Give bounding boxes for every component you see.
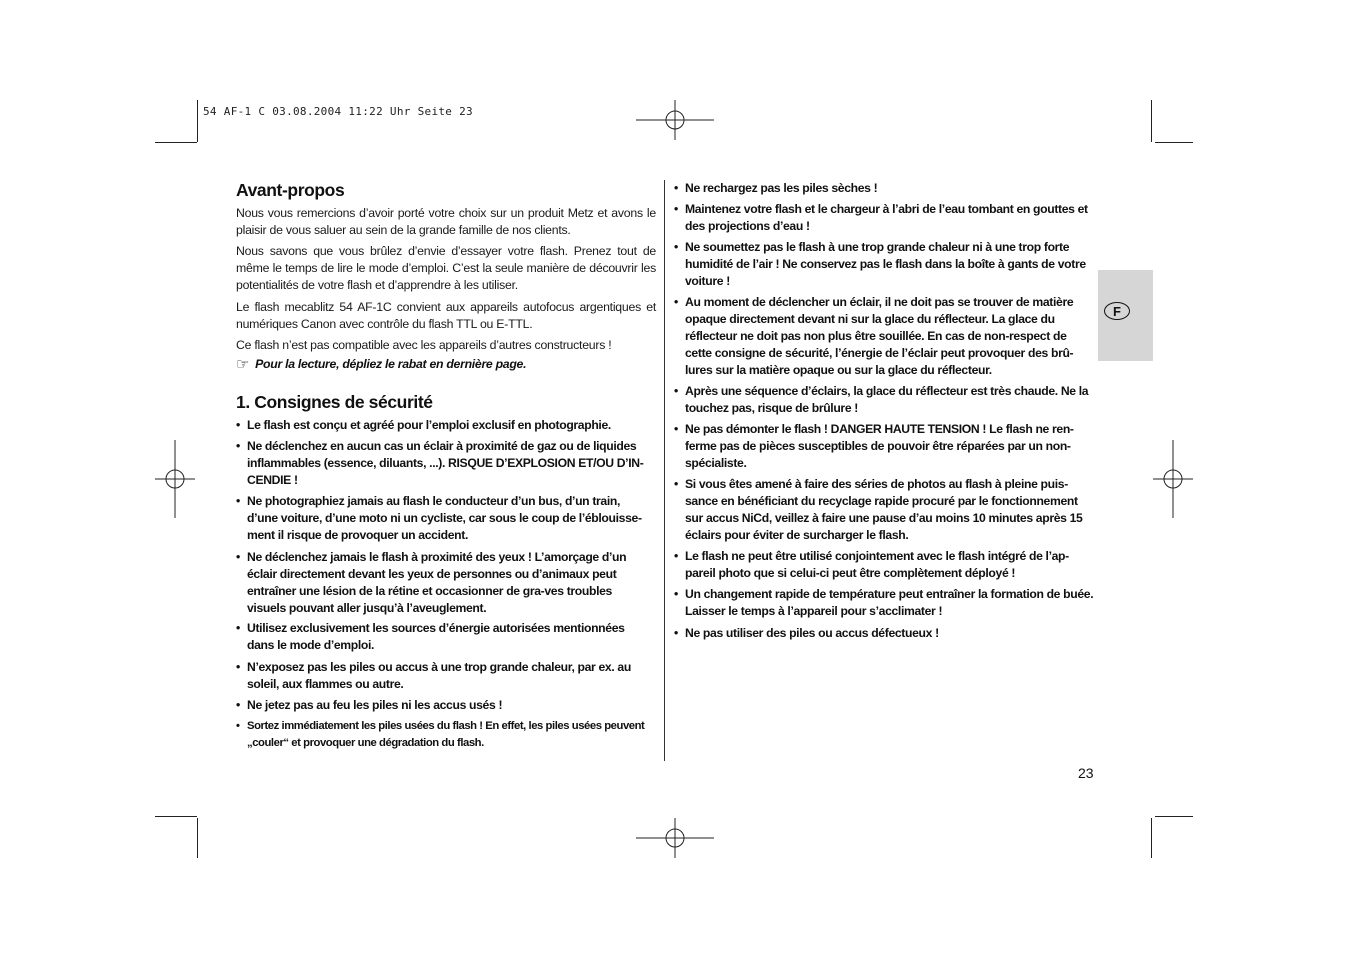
registration-mark-icon bbox=[636, 100, 714, 140]
intro-paragraph: Nous vous remercions d’avoir porté votre choix sur un produit Metz et avons le plaisir de vous saluer au sein de la grande famille de nos clients. bbox=[236, 206, 656, 237]
crop-mark bbox=[1151, 100, 1152, 142]
list-item: • Le flash ne peut être utilisé conjointement avec le flash intégré de l’ap-pareil photo que si celui-ci peut être complètement déployé ! bbox=[674, 548, 1096, 582]
reading-note bbox=[236, 356, 656, 373]
crop-mark bbox=[155, 142, 197, 143]
registration-mark-icon bbox=[155, 440, 195, 518]
crop-mark bbox=[1155, 142, 1193, 143]
list-item: • Ne photographiez jamais au flash le conducteur d’un bus, d’un train, d’une voiture, d’une moto ni un cycliste, car sous le coup de l’éblouisse-ment il risque de provoquer un accident. bbox=[236, 493, 652, 544]
print-header: 54 AF-1 C 03.08.2004 11:22 Uhr Seite 23 bbox=[203, 105, 473, 118]
language-tab-letter: F bbox=[1104, 302, 1130, 320]
safety-list-left bbox=[236, 417, 652, 757]
crop-mark bbox=[197, 818, 198, 858]
list-item: • Sortez immédiatement les piles usées du flash ! En effet, les piles usées peuvent „couler“ et provoquer une dégradation du flash. bbox=[236, 718, 652, 752]
safety-list-right bbox=[674, 180, 1096, 650]
list-item: • Utilisez exclusivement les sources d’énergie autorisées mentionnées dans le mode d’emploi. bbox=[236, 620, 652, 654]
registration-mark-icon bbox=[636, 818, 714, 858]
registration-mark-icon bbox=[1153, 440, 1193, 518]
crop-mark bbox=[155, 816, 197, 817]
crop-mark bbox=[1151, 818, 1152, 858]
list-item: • Ne déclenchez jamais le flash à proximité des yeux ! L’amorçage d’un éclair directement devant les yeux de personnes ou d’animaux peut entraîner une lésion de la rétine et occasionner de gra-ves troubles visuels pouvant aller jusqu’à l’aveuglement. bbox=[236, 549, 652, 617]
list-item: • Le flash est conçu et agréé pour l’emploi exclusif en photographie. bbox=[236, 417, 652, 434]
list-item: • Si vous êtes amené à faire des séries de photos au flash à pleine puis-sance en bénéficiant du recyclage rapide procuré par le fonctionnement sur accus NiCd, veillez à faire une pause d’au moins 10 minutes après 15 éclairs pour éviter de surcharger le flash. bbox=[674, 476, 1096, 544]
crop-mark bbox=[1155, 816, 1193, 817]
list-item: • N’exposez pas les piles ou accus à une trop grande chaleur, par ex. au soleil, aux flammes ou autre. bbox=[236, 659, 652, 693]
reading-note-text: Pour la lecture, dépliez le rabat en dernière page. bbox=[255, 357, 527, 371]
section-title-safety: 1. Consignes de sécurité bbox=[236, 392, 433, 412]
pointing-hand-icon: ☞ bbox=[236, 355, 250, 373]
list-item: • Après une séquence d’éclairs, la glace du réflecteur est très chaude. Ne la touchez pas, risque de brûlure ! bbox=[674, 383, 1096, 417]
list-item: • Ne jetez pas au feu les piles ni les accus usés ! bbox=[236, 697, 652, 714]
safety-section-header bbox=[236, 392, 656, 413]
column-divider bbox=[664, 180, 665, 761]
intro-paragraph: Nous savons que vous brûlez d’envie d’essayer votre flash. Prenez tout de même le temps de lire le mode d’emploi. C’est la seule manière de découvrir les potentialités de votre flash et d’apprendre à les utiliser. bbox=[236, 244, 656, 292]
intro-paragraph: Le flash mecablitz 54 AF-1C convient aux appareils autofocus argentiques et numériques Canon avec contrôle du flash TTL ou E-TTL. bbox=[236, 300, 656, 331]
left-column bbox=[236, 180, 656, 201]
list-item: • Au moment de déclencher un éclair, il ne doit pas se trouver de matière opaque directement devant ni sur la glace du réflecteur. La glace du réflecteur ne doit pas non plus être souillée. En cas de non-respect de cette consigne de sécurité, l’énergie de l’éclair peut provoquer des brû-lures sur la matière opaque ou sur la glace du réflecteur. bbox=[674, 294, 1096, 379]
section-title-avant-propos: Avant-propos bbox=[236, 180, 345, 200]
list-item: • Ne pas utiliser des piles ou accus défectueux ! bbox=[674, 625, 1096, 642]
list-item: • Ne déclenchez en aucun cas un éclair à proximité de gaz ou de liquides inflammables (essence, diluants, ...). RISQUE D’EXPLOSION ET/OU D’IN-CENDIE ! bbox=[236, 438, 652, 489]
list-item: • Ne rechargez pas les piles sèches ! bbox=[674, 180, 1096, 197]
intro-paragraph: Ce flash n’est pas compatible avec les appareils d’autres constructeurs ! bbox=[236, 338, 612, 352]
list-item: • Un changement rapide de température peut entraîner la formation de buée. Laisser le temps à l’appareil pour s’acclimater ! bbox=[674, 586, 1096, 620]
list-item: • Maintenez votre flash et le chargeur à l’abri de l’eau tombant en gouttes et des projections d’eau ! bbox=[674, 201, 1096, 235]
list-item: • Ne pas démonter le flash ! DANGER HAUTE TENSION ! Le flash ne ren-ferme pas de pièces susceptibles de pouvoir être réparées par un non-spécialiste. bbox=[674, 421, 1096, 472]
crop-mark bbox=[197, 100, 198, 142]
list-item: • Ne soumettez pas le flash à une trop grande chaleur ni à une trop forte humidité de l’air ! Ne conservez pas le flash dans la boîte à gants de votre voiture ! bbox=[674, 239, 1096, 290]
page-number: 23 bbox=[1078, 765, 1094, 781]
